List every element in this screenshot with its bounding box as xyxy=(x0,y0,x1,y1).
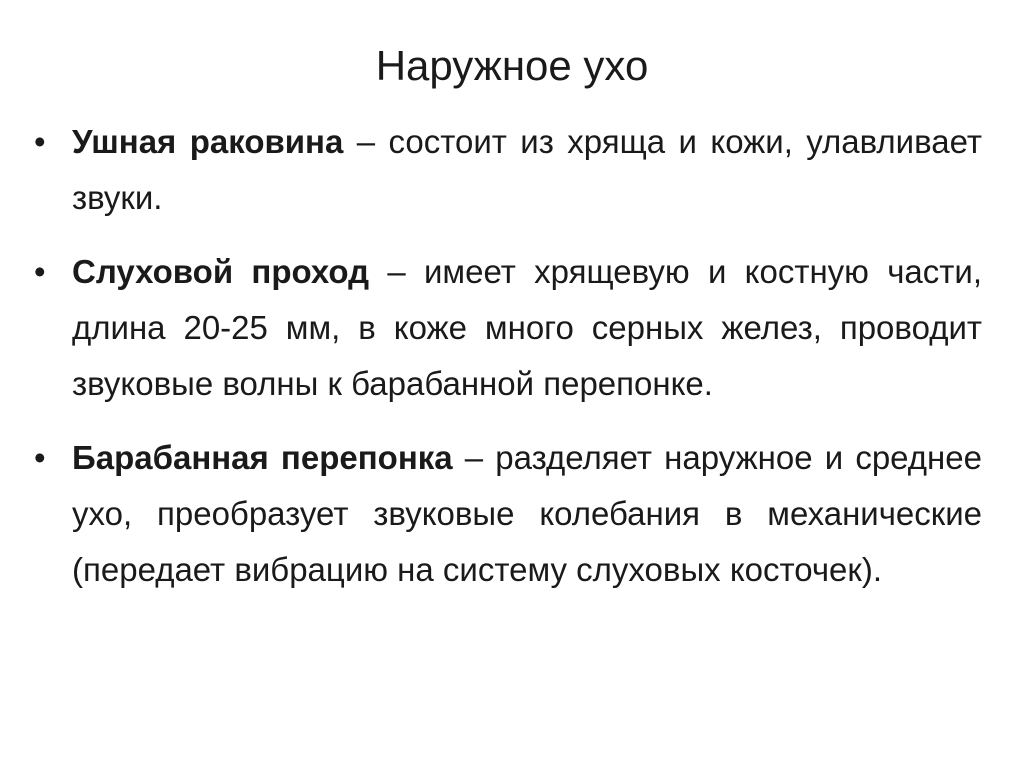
bullet-item-eardrum xyxy=(32,430,982,598)
bullet-marker: • xyxy=(34,439,46,476)
bullet-item-ear-canal xyxy=(32,244,982,412)
bullet-text: – состоит из хряща и кожи, улавливает звуки. xyxy=(72,123,983,216)
bullet-term: Ушная раковина xyxy=(72,123,344,160)
bullet-text: – разделяет наружное и среднее ухо, преобразует звуковые колебания в механические (передает вибрацию на систему слуховых косточек). xyxy=(72,439,982,588)
bullet-term: Слуховой проход xyxy=(72,253,370,290)
bullet-list xyxy=(32,114,982,616)
bullet-marker: • xyxy=(34,253,46,290)
bullet-item-auricle xyxy=(32,114,982,226)
slide-title: Наружное ухо xyxy=(375,42,649,89)
bullet-marker: • xyxy=(34,123,46,160)
bullet-term: Барабанная перепонка xyxy=(72,439,453,476)
bullet-text: – имеет хрящевую и костную части, длина 20-25 мм, в коже много серных желез, проводит звуковые волны к барабанной перепонке. xyxy=(72,253,982,402)
